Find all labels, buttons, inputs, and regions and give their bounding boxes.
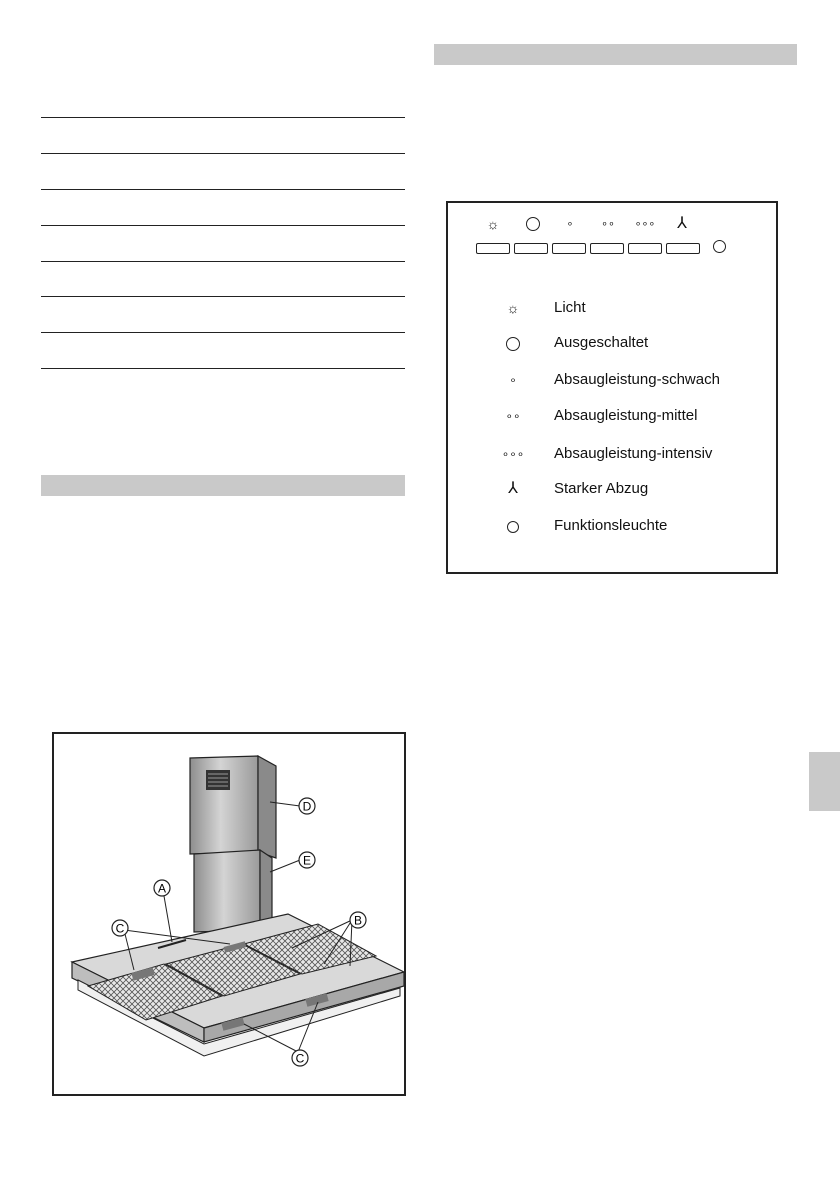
hood-figure bbox=[52, 732, 406, 1096]
off-circle-icon bbox=[498, 332, 528, 354]
legend-label: Starker Abzug bbox=[554, 480, 649, 497]
callout-e bbox=[299, 852, 315, 868]
callout-c-top bbox=[112, 920, 128, 936]
legend-item-pilot bbox=[498, 515, 788, 537]
light-button[interactable] bbox=[476, 243, 510, 254]
rule-line bbox=[41, 225, 405, 226]
fan-speed-2-icon: ∘∘ bbox=[505, 409, 521, 423]
rule-line bbox=[41, 153, 405, 154]
page-edge-tab bbox=[809, 752, 840, 811]
rule-line bbox=[41, 117, 405, 118]
chimney-upper bbox=[190, 756, 276, 858]
callout-a bbox=[154, 880, 170, 896]
light-bulb-icon: ☼ bbox=[506, 300, 520, 316]
legend-label: Funktionsleuchte bbox=[554, 517, 668, 534]
legend-label: Absaugleistung-intensiv bbox=[554, 445, 713, 462]
boost-button[interactable] bbox=[666, 243, 700, 254]
pilot-light-icon bbox=[498, 515, 528, 537]
control-panel-figure bbox=[446, 201, 778, 574]
legend-item-boost bbox=[498, 478, 788, 500]
rule-line bbox=[41, 368, 405, 369]
callout-c-bottom bbox=[292, 1050, 308, 1066]
light-bulb-icon: ☼ bbox=[486, 216, 500, 232]
legend-label: Absaugleistung-mittel bbox=[554, 407, 698, 424]
callout-d bbox=[299, 798, 315, 814]
legend-item-fan-high bbox=[498, 443, 788, 465]
fan-speed-3-icon: ∘∘∘ bbox=[501, 447, 525, 461]
boost-propeller-icon: ⅄ bbox=[677, 215, 687, 232]
legend-item-light bbox=[498, 297, 788, 319]
legend-label: Ausgeschaltet bbox=[554, 334, 649, 351]
section-header-bar-right bbox=[434, 44, 797, 65]
callout-label: E bbox=[302, 853, 312, 868]
fan-speed-1-icon: ∘ bbox=[566, 218, 574, 230]
legend-label: Absaugleistung-schwach bbox=[554, 371, 720, 388]
hood-illustration bbox=[54, 734, 404, 1094]
off-circle-icon bbox=[518, 217, 548, 231]
boost-propeller-icon: ⅄ bbox=[508, 480, 518, 497]
rule-line bbox=[41, 332, 405, 333]
pilot-light-icon bbox=[713, 240, 726, 253]
callout-label: D bbox=[302, 799, 312, 814]
off-button[interactable] bbox=[514, 243, 548, 254]
fan-medium-button[interactable] bbox=[590, 243, 624, 254]
fan-speed-2-icon: ∘∘ bbox=[601, 218, 615, 230]
legend-item-fan-medium bbox=[498, 405, 788, 427]
fan-speed-3-icon: ∘∘∘ bbox=[634, 218, 656, 230]
callout-label: B bbox=[353, 913, 363, 928]
legend-item-fan-low bbox=[498, 369, 788, 391]
rule-line bbox=[41, 189, 405, 190]
legend-label: Licht bbox=[554, 299, 586, 316]
legend-item-off bbox=[498, 332, 788, 354]
fan-high-button[interactable] bbox=[628, 243, 662, 254]
rule-line bbox=[41, 296, 405, 297]
fan-low-button[interactable] bbox=[552, 243, 586, 254]
fan-speed-1-icon: ∘ bbox=[509, 373, 517, 387]
callout-label: C bbox=[115, 921, 125, 936]
section-header-bar-left bbox=[41, 475, 405, 496]
callout-b bbox=[350, 912, 366, 928]
rule-line bbox=[41, 261, 405, 262]
callout-label: A bbox=[157, 881, 167, 896]
callout-label: C bbox=[295, 1051, 305, 1066]
